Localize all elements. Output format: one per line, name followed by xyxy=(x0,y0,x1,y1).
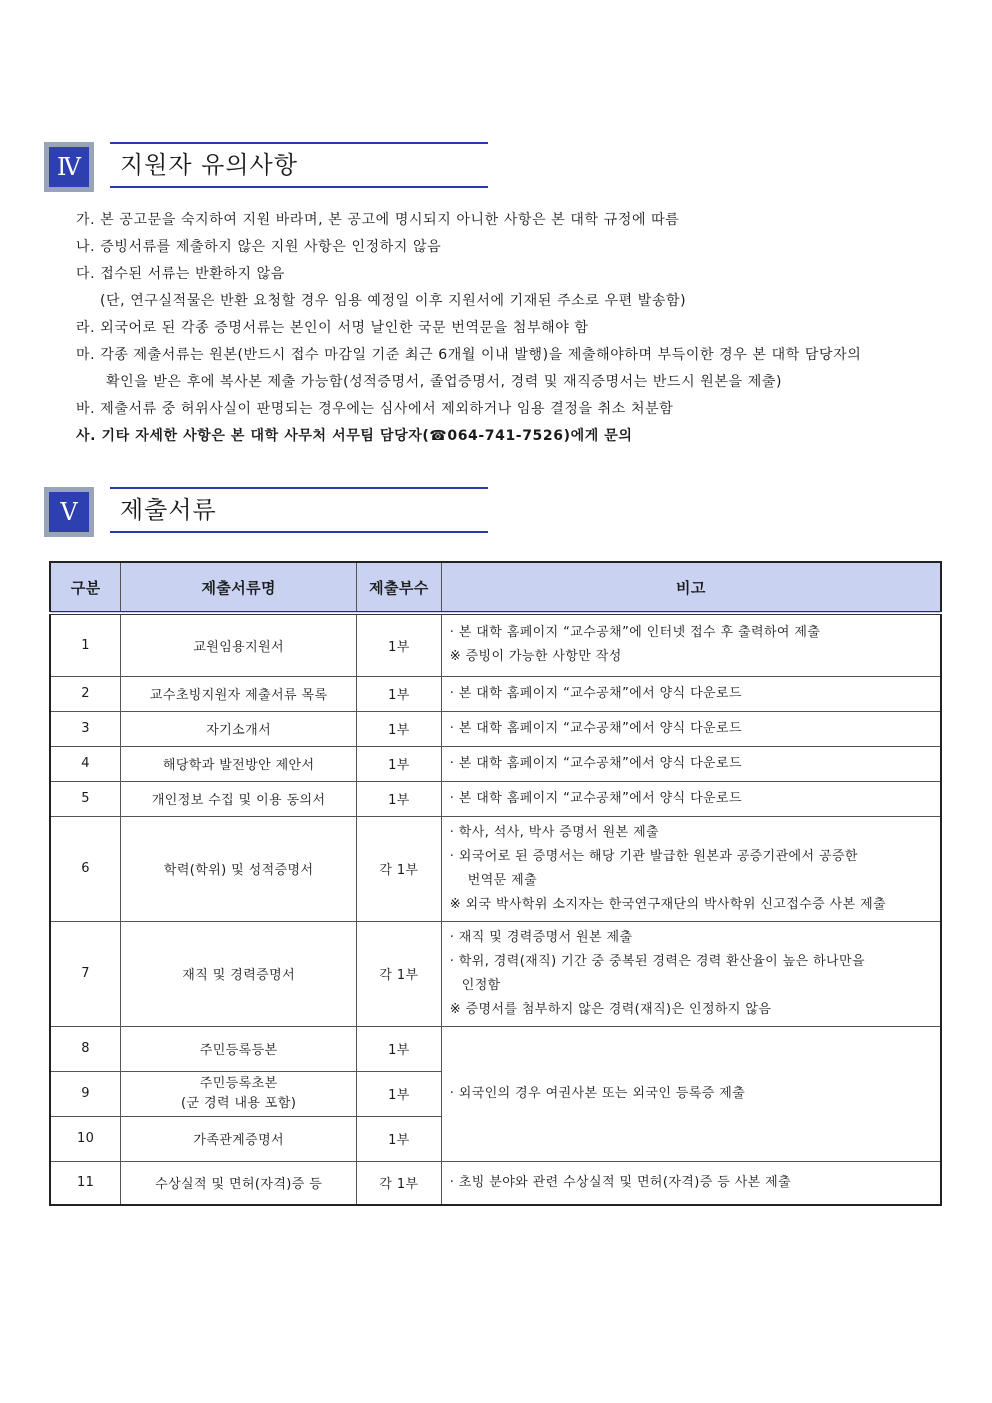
note-ba: 바. 제출서류 중 허위사실이 판명되는 경우에는 심사에서 제외하거나 임용 결정을 취소 처분함 xyxy=(76,401,674,417)
remark-line: · 재직 및 경력증명서 원본 제출 xyxy=(449,929,633,945)
document-name: 재직 및 경력증명서 xyxy=(121,921,357,1026)
row-number: 8 xyxy=(50,1026,121,1071)
remark-line: · 외국인의 경우 여권사본 또는 외국인 등록증 제출 xyxy=(449,1085,746,1101)
document-name: 수상실적 및 면허(자격)증 등 xyxy=(121,1161,357,1205)
document-name: 개인정보 수집 및 이용 동의서 xyxy=(121,781,357,816)
table-row xyxy=(50,613,941,676)
remark-line: · 학위, 경력(재직) 기간 중 중복된 경력은 경력 환산율이 높은 하나만을 xyxy=(449,953,865,969)
section-5-header xyxy=(44,487,488,537)
row-number: 5 xyxy=(50,781,121,816)
remarks xyxy=(441,921,941,1026)
remarks xyxy=(441,613,941,676)
row-number: 11 xyxy=(50,1161,121,1205)
row-number: 10 xyxy=(50,1116,121,1161)
section-4-numeral-box xyxy=(44,142,94,192)
section-4-numeral: Ⅳ xyxy=(49,147,89,187)
remark-line: ※ 증빙이 가능한 사항만 작성 xyxy=(449,649,622,665)
note-sa: 사. 기타 자세한 사항은 본 대학 사무처 서무팀 담당자(☎064-741-7526)에게 문의 xyxy=(76,428,633,444)
document-name: 주민등록등본 xyxy=(121,1026,357,1071)
table-row xyxy=(50,746,941,781)
section-4-title: 지원자 유의사항 xyxy=(110,142,488,188)
remarks xyxy=(441,746,941,781)
note-na: 나. 증빙서류를 제출하지 않은 지원 사항은 인정하지 않음 xyxy=(76,239,442,255)
remarks xyxy=(441,676,941,711)
remark-line: · 본 대학 홈페이지 “교수공채”에서 양식 다운로드 xyxy=(449,685,742,701)
document-name: 교수초빙지원자 제출서류 목록 xyxy=(121,676,357,711)
document-name: 교원임용지원서 xyxy=(121,613,357,676)
note-ga: 가. 본 공고문을 숙지하여 지원 바라며, 본 공고에 명시되지 아니한 사항은 본 대학 규정에 따름 xyxy=(76,212,680,228)
section-4-header xyxy=(44,142,488,192)
document-name: 학력(학위) 및 성적증명서 xyxy=(121,816,357,921)
remarks xyxy=(441,816,941,921)
document-name: 자기소개서 xyxy=(121,711,357,746)
remark-line: ※ 외국 박사학위 소지자는 한국연구재단의 박사학위 신고접수증 사본 제출 xyxy=(449,896,887,912)
copies: 1부 xyxy=(357,781,442,816)
section-5-numeral: Ⅴ xyxy=(49,492,89,532)
copies: 각 1부 xyxy=(357,816,442,921)
remark-line: · 본 대학 홈페이지 “교수공채”에서 양식 다운로드 xyxy=(449,720,742,736)
copies: 1부 xyxy=(357,1071,442,1116)
remark-line: · 외국어로 된 증명서는 해당 기관 발급한 원본과 공증기관에서 공증한 xyxy=(449,848,858,864)
row-number: 6 xyxy=(50,816,121,921)
section-5-title: 제출서류 xyxy=(110,487,488,533)
header-document-name: 제출서류명 xyxy=(121,562,357,613)
remark-line: · 본 대학 홈페이지 “교수공채”에서 양식 다운로드 xyxy=(449,755,742,771)
copies: 1부 xyxy=(357,613,442,676)
remark-line: · 학사, 석사, 박사 증명서 원본 제출 xyxy=(449,824,659,840)
remark-line: 인정함 xyxy=(461,977,501,993)
document-name xyxy=(121,1071,357,1116)
copies: 1부 xyxy=(357,1116,442,1161)
remarks xyxy=(441,711,941,746)
copies: 각 1부 xyxy=(357,1161,442,1205)
documents-table xyxy=(49,561,942,1206)
note-da: 다. 접수된 서류는 반환하지 않음 xyxy=(76,266,285,282)
merged-remarks xyxy=(441,1026,941,1161)
table-row xyxy=(50,816,941,921)
table-row xyxy=(50,1161,941,1205)
remark-line: · 초빙 분야와 관련 수상실적 및 면허(자격)증 등 사본 제출 xyxy=(449,1174,792,1190)
remark-line: · 본 대학 홈페이지 “교수공채”에서 양식 다운로드 xyxy=(449,790,742,806)
copies: 1부 xyxy=(357,1026,442,1071)
table-row xyxy=(50,676,941,711)
document-name: 해당학과 발전방안 제안서 xyxy=(121,746,357,781)
header-remarks: 비고 xyxy=(441,562,941,613)
remarks xyxy=(441,781,941,816)
copies: 각 1부 xyxy=(357,921,442,1026)
remark-line: 번역문 제출 xyxy=(467,872,538,888)
copies: 1부 xyxy=(357,746,442,781)
row-number: 2 xyxy=(50,676,121,711)
header-category: 구분 xyxy=(50,562,121,613)
table-row xyxy=(50,711,941,746)
row-number: 4 xyxy=(50,746,121,781)
applicant-notes xyxy=(76,207,956,450)
row-number: 7 xyxy=(50,921,121,1026)
table-row xyxy=(50,1026,941,1071)
document-name: 가족관계증명서 xyxy=(121,1116,357,1161)
document-name-line: 주민등록초본 xyxy=(199,1075,278,1091)
note-da-detail: (단, 연구실적물은 반환 요청할 경우 임용 예정일 이후 지원서에 기재된 주소로 우편 발송함) xyxy=(100,293,687,309)
note-ma-continued: 확인을 받은 후에 복사본 제출 가능함(성적증명서, 졸업증명서, 경력 및 재직증명서는 반드시 원본을 제출) xyxy=(106,374,783,390)
copies: 1부 xyxy=(357,711,442,746)
copies: 1부 xyxy=(357,676,442,711)
document-name-subline: (군 경력 내용 포함) xyxy=(181,1095,297,1111)
row-number: 1 xyxy=(50,613,121,676)
remark-line: ※ 증명서를 첨부하지 않은 경력(재직)은 인정하지 않음 xyxy=(449,1001,772,1017)
row-number: 3 xyxy=(50,711,121,746)
note-ra: 라. 외국어로 된 각종 증명서류는 본인이 서명 날인한 국문 번역문을 첨부해야 함 xyxy=(76,320,589,336)
table-row xyxy=(50,921,941,1026)
header-copies: 제출부수 xyxy=(357,562,442,613)
row-number: 9 xyxy=(50,1071,121,1116)
table-row xyxy=(50,781,941,816)
table-header-row xyxy=(50,562,941,613)
remark-line: · 본 대학 홈페이지 “교수공채”에 인터넷 접수 후 출력하여 제출 xyxy=(449,625,821,641)
section-5-numeral-box xyxy=(44,487,94,537)
remarks xyxy=(441,1161,941,1205)
note-ma: 마. 각종 제출서류는 원본(반드시 접수 마감일 기준 최근 6개월 이내 발행)을 제출해야하며 부득이한 경우 본 대학 담당자의 xyxy=(76,347,862,363)
